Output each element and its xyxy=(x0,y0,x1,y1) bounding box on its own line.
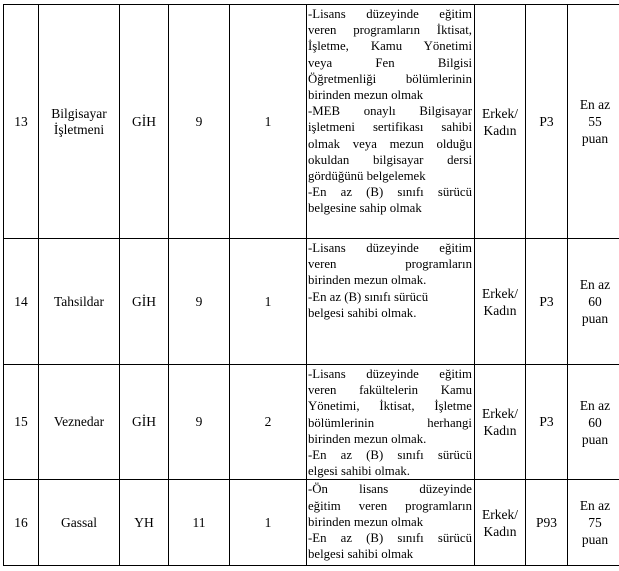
minimum-score-line: 55 xyxy=(588,114,602,129)
requirement-line: -En az (B) sınıfı sürücü xyxy=(308,531,472,546)
position-degree: 11 xyxy=(169,480,230,566)
score-type: P93 xyxy=(526,480,568,566)
score-type: P3 xyxy=(526,5,568,239)
position-degree: 9 xyxy=(169,239,230,365)
requirement-line: veya Fen Bilgisi xyxy=(308,55,472,70)
score-type: P3 xyxy=(526,365,568,480)
minimum-score xyxy=(568,5,619,239)
position-title-line: Tahsildar xyxy=(53,293,105,309)
requirement-line: elgesi sahibi olmak. xyxy=(308,464,411,479)
requirement-line: -En az (B) sınıfı sürücü xyxy=(308,448,472,463)
position-count: 2 xyxy=(230,365,307,480)
row-number: 16 xyxy=(4,480,39,566)
position-title-line: Gassal xyxy=(61,514,97,530)
requirement-line: veren programların İktisat, xyxy=(308,23,472,38)
requirement-line: veren fakültelerin Kamu xyxy=(308,383,472,398)
requirement-line: -Lisans düzeyinde eğitim xyxy=(308,241,472,255)
minimum-score-line: 75 xyxy=(588,515,602,531)
row-number: 15 xyxy=(4,365,39,480)
requirement-line: birinden mezun olmak. xyxy=(308,273,427,288)
position-title xyxy=(39,480,120,566)
requirement-line: -En az (B) sınıfı sürücü xyxy=(308,289,429,304)
position-count: 1 xyxy=(230,239,307,365)
requirement-line: birinden mezun olmak xyxy=(308,514,424,529)
requirement-line: Yönetimi, İktisat, İşletme xyxy=(308,399,472,414)
row-number: 14 xyxy=(4,239,39,365)
row-number: 13 xyxy=(4,5,39,239)
minimum-score xyxy=(568,239,619,365)
requirement-line: gördüğünü belgelemek xyxy=(308,169,426,184)
requirement-line: -MEB onaylı Bilgisayar xyxy=(308,104,472,119)
minimum-score-line: En az xyxy=(579,397,611,413)
gender-line: Kadın xyxy=(483,122,517,138)
position-class: GİH xyxy=(120,365,169,480)
requirement-line: birinden mezun olmak xyxy=(308,88,424,103)
gender-eligibility xyxy=(475,5,526,239)
qualification-requirements xyxy=(307,239,475,365)
minimum-score-line: En az xyxy=(579,277,611,292)
qualification-requirements xyxy=(307,5,475,239)
requirement-line: bölümlerinin herhangi xyxy=(308,415,472,430)
table-row xyxy=(4,5,619,239)
gender-line: Kadın xyxy=(483,423,517,439)
position-title-line: Bilgisayar xyxy=(51,105,107,121)
minimum-score xyxy=(568,365,619,480)
requirement-line: olmak veya mezun olduğu xyxy=(308,136,472,151)
minimum-score-line: En az xyxy=(579,97,611,112)
qualification-requirements xyxy=(307,480,475,566)
minimum-score xyxy=(568,480,619,566)
gender-line: Kadın xyxy=(483,302,517,318)
requirement-line: İşletme, Kamu Yönetimi xyxy=(308,39,472,54)
gender-line: Erkek/ xyxy=(482,506,518,522)
requirement-line: Öğretmenliği bölümlerinin xyxy=(308,71,472,86)
minimum-score-line: En az xyxy=(579,498,611,514)
requirement-line: -Lisans düzeyinde eğitim xyxy=(308,7,472,21)
gender-eligibility xyxy=(475,365,526,480)
requirement-line: -Ön lisans düzeyinde xyxy=(308,482,472,497)
position-title xyxy=(39,5,120,239)
requirement-line: -En az (B) sınıfı sürücü xyxy=(308,185,472,200)
position-class: GİH xyxy=(120,239,169,365)
requirement-line: belgesi sahibi olmak. xyxy=(308,305,417,320)
position-count: 1 xyxy=(230,480,307,566)
position-count: 1 xyxy=(230,5,307,239)
requirement-line: okuldan bilgisayar dersi xyxy=(308,152,472,167)
positions-table-body xyxy=(4,5,619,566)
position-class: GİH xyxy=(120,5,169,239)
minimum-score-line: puan xyxy=(581,131,609,146)
minimum-score-line: 60 xyxy=(588,294,602,309)
minimum-score-line: puan xyxy=(581,311,609,326)
requirement-line: birinden mezun olmak. xyxy=(308,431,427,446)
table-row xyxy=(4,239,619,365)
position-title xyxy=(39,239,120,365)
minimum-score-line: puan xyxy=(581,532,609,548)
qualification-requirements xyxy=(307,365,475,480)
position-degree: 9 xyxy=(169,365,230,480)
position-title-line: İşletmeni xyxy=(53,121,105,137)
requirement-line: veren programların xyxy=(308,257,472,272)
table-row xyxy=(4,480,619,566)
gender-line: Kadın xyxy=(483,523,517,539)
gender-eligibility xyxy=(475,480,526,566)
minimum-score-line: 60 xyxy=(588,414,602,430)
gender-line: Erkek/ xyxy=(482,105,518,121)
gender-line: Erkek/ xyxy=(482,285,518,301)
requirement-line: işletmeni sertifikası sahibi xyxy=(308,120,472,135)
requirement-line: -Lisans düzeyinde eğitim xyxy=(308,367,472,381)
gender-eligibility xyxy=(475,239,526,365)
table-row xyxy=(4,365,619,480)
requirement-line: belgesi sahibi olmak xyxy=(308,547,414,562)
position-degree: 9 xyxy=(169,5,230,239)
position-title-line: Veznedar xyxy=(53,414,105,430)
position-class: YH xyxy=(120,480,169,566)
position-title xyxy=(39,365,120,480)
minimum-score-line: puan xyxy=(581,431,609,447)
positions-table xyxy=(3,4,619,566)
score-type: P3 xyxy=(526,239,568,365)
requirement-line: belgesine sahip olmak xyxy=(308,201,422,216)
gender-line: Erkek/ xyxy=(482,406,518,422)
requirement-line: eğitim veren programların xyxy=(308,498,472,513)
